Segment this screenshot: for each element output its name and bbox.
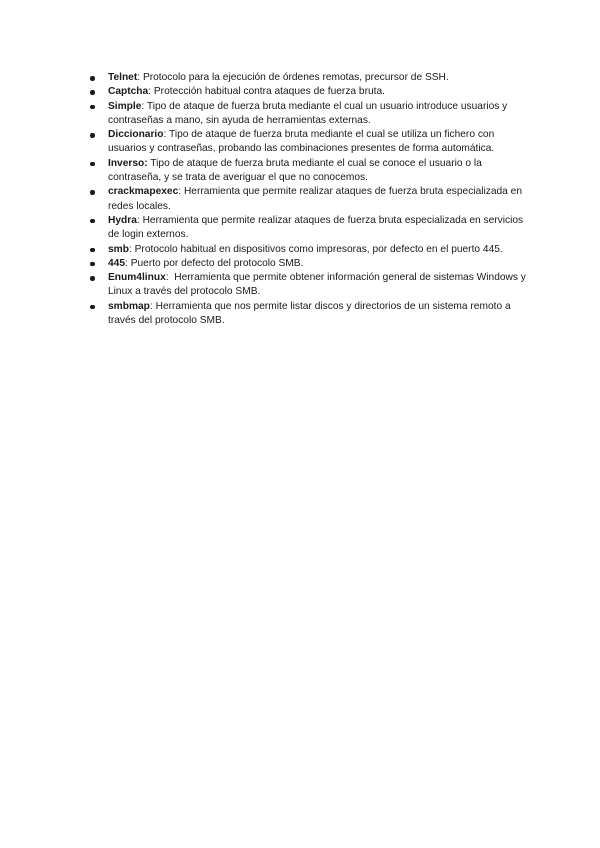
bullet-icon (90, 133, 95, 138)
separator: : (137, 72, 141, 83)
definition: Herramienta que nos permite listar discos y directorios de un sistema remoto a través del protocolo SMB. (108, 300, 511, 327)
term: Captcha (108, 86, 149, 98)
glossary-list (90, 71, 530, 328)
definition: Protocolo para la ejecución de órdenes remotas, precursor de SSH. (142, 72, 449, 83)
separator: : (125, 257, 128, 269)
definition: Tipo de ataque de fuerza bruta mediante el cual un usuario introduce usuarios y contraseñas a mano, sin ayuda de herramientas externas. (108, 100, 508, 126)
definition: Tipo de ataque de fuerza bruta mediante el cual se utiliza un fichero con usuarios y contraseñas, probando las combinaciones presentes de forma automática. (108, 129, 495, 155)
separator: : (141, 100, 145, 112)
term: Telnet (108, 72, 138, 83)
glossary-item (90, 85, 530, 99)
bullet-icon (90, 162, 95, 167)
bullet-icon (90, 248, 95, 253)
term: crackmapexec (108, 186, 179, 198)
glossary-item (90, 243, 530, 257)
definition: Herramienta que permite obtener información general de sistemas Windows y Linux a través del protocolo SMB. (108, 272, 526, 298)
definition: Puerto por defecto del protocolo SMB. (130, 257, 304, 269)
separator: : (149, 300, 153, 312)
definition: Tipo de ataque de fuerza bruta mediante el cual se conoce el usuario o la contraseña, y se trata de averiguar el que no conocemos. (108, 157, 482, 184)
separator: : (136, 214, 140, 226)
glossary-item (90, 71, 530, 85)
glossary-item (90, 157, 530, 186)
separator: : (128, 243, 132, 255)
bullet-icon (90, 90, 95, 95)
definition: Protocolo habitual en dispositivos como impresoras, por defecto en el puerto 445. (134, 243, 503, 255)
bullet-icon (90, 276, 95, 281)
term: Hydra (108, 214, 137, 226)
separator: : (163, 129, 167, 141)
definition: Herramienta que permite realizar ataques de fuerza bruta especializada en redes locales. (108, 186, 523, 212)
bullet-icon (90, 190, 95, 195)
bullet-icon (90, 305, 95, 310)
term: smbmap (108, 300, 150, 312)
bullet-icon (90, 76, 95, 81)
glossary-item (90, 300, 530, 329)
term: Inverso: (108, 157, 148, 169)
glossary-item (90, 128, 530, 157)
separator: : (148, 86, 152, 98)
bullet-icon (90, 262, 95, 267)
definition: Protección habitual contra ataques de fuerza bruta. (153, 86, 385, 98)
bullet-icon (90, 105, 95, 110)
bullet-icon (90, 219, 95, 224)
glossary-item (90, 185, 530, 214)
term: smb (108, 243, 129, 255)
term: Enum4linux (108, 272, 166, 284)
term: 445 (108, 257, 125, 269)
term: Diccionario (108, 129, 164, 141)
glossary-item (90, 271, 530, 300)
glossary-item (90, 257, 530, 271)
definition: Herramienta que permite realizar ataques de fuerza bruta especializada en servicios de login externos. (108, 214, 524, 241)
glossary-item (90, 100, 530, 129)
glossary-item (90, 214, 530, 243)
term: Simple (108, 100, 142, 112)
separator: : (178, 186, 182, 198)
separator: : (165, 272, 169, 284)
